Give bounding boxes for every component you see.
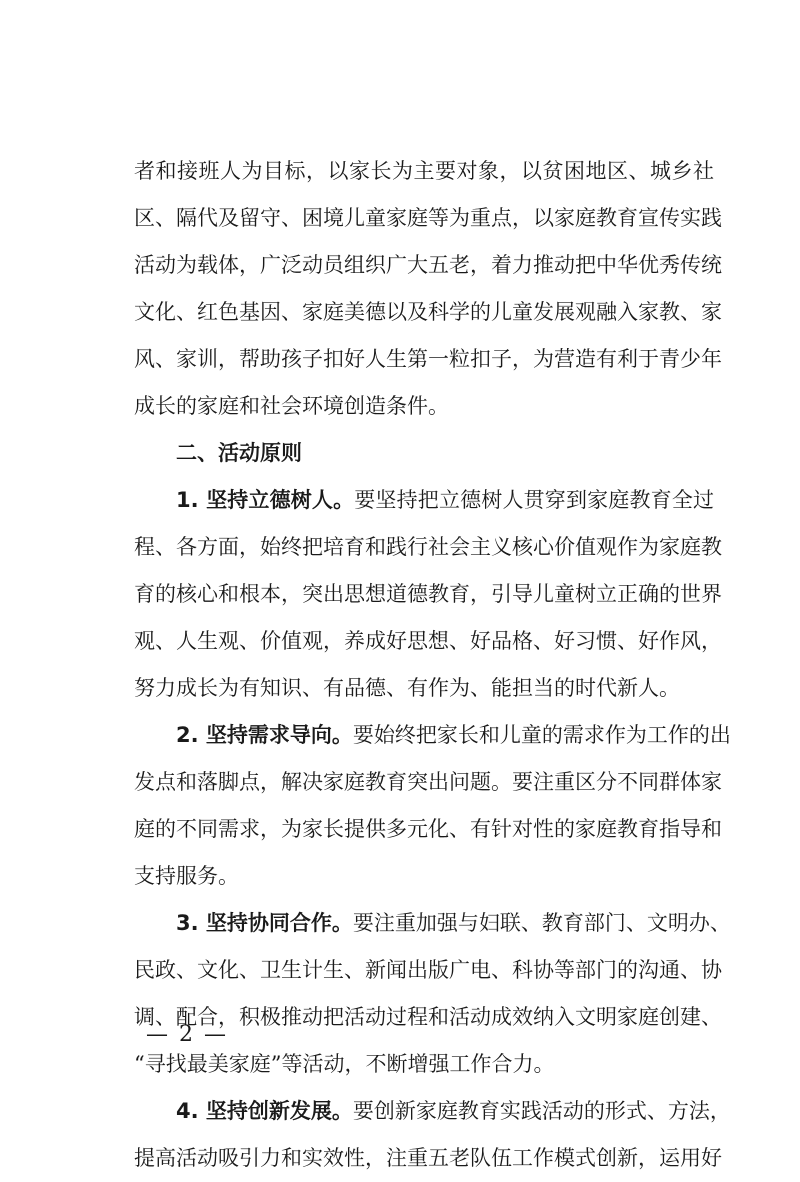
text-line: “寻找最美家庭”等活动，不断增强工作合力。 [134, 1052, 555, 1076]
principle-1-title: 1. 坚持立德树人。 [176, 488, 355, 512]
text-line: 活动为载体，广泛动员组织广大五老，着力推动把中华优秀传统 [134, 253, 722, 277]
section-heading: 二、活动原则 [176, 441, 302, 465]
text-line: 庭的不同需求，为家长提供多元化、有针对性的家庭教育指导和 [134, 817, 722, 841]
text-line: 风、家训，帮助孩子扣好人生第一粒扣子，为营造有利于青少年 [134, 347, 722, 371]
page-number: — 2 — [146, 1022, 228, 1047]
text-line: 区、隔代及留守、困境儿童家庭等为重点，以家庭教育宣传实践 [134, 206, 722, 230]
text-line: 支持服务。 [134, 864, 239, 888]
principle-4-title: 4. 坚持创新发展。 [176, 1099, 353, 1123]
text-line: 观、人生观、价值观，养成好思想、好品格、好习惯、好作风， [134, 629, 722, 653]
text-line: 程、各方面，始终把培育和践行社会主义核心价值观作为家庭教 [134, 535, 722, 559]
principle-2-title: 2. 坚持需求导向。 [176, 723, 353, 747]
principle-2-text: 要始终把家长和儿童的需求作为工作的出 [352, 723, 731, 747]
text-line: 努力成长为有知识、有品德、有作为、能担当的时代新人。 [134, 676, 680, 700]
principle-2-first-line [134, 712, 731, 759]
principle-1-first-line [134, 477, 714, 524]
principle-4-first-line [134, 1088, 731, 1135]
text-line: 成长的家庭和社会环境创造条件。 [134, 394, 449, 418]
principle-4-text: 要创新家庭教育实践活动的形式、方法， [352, 1099, 731, 1123]
text-line: 民政、文化、卫生计生、新闻出版广电、科协等部门的沟通、协 [134, 958, 722, 982]
text-line: 提高活动吸引力和实效性，注重五老队伍工作模式创新，运用好 [134, 1146, 722, 1170]
text-line: 文化、红色基因、家庭美德以及科学的儿童发展观融入家教、家 [134, 300, 722, 324]
principle-3-title: 3. 坚持协同合作。 [176, 911, 353, 935]
text-line: 发点和落脚点，解决家庭教育突出问题。要注重区分不同群体家 [134, 770, 722, 794]
principle-1-text: 要坚持把立德树人贯穿到家庭教育全过 [354, 488, 714, 512]
principle-3-first-line [134, 900, 731, 947]
text-line: 者和接班人为目标，以家长为主要对象，以贫困地区、城乡社 [134, 159, 714, 183]
principle-3-text: 要注重加强与妇联、教育部门、文明办、 [352, 911, 731, 935]
text-line: 育的核心和根本，突出思想道德教育，引导儿童树立正确的世界 [134, 582, 722, 606]
text-line: 调、配合，积极推动把活动过程和活动成效纳入文明家庭创建、 [134, 1005, 722, 1029]
